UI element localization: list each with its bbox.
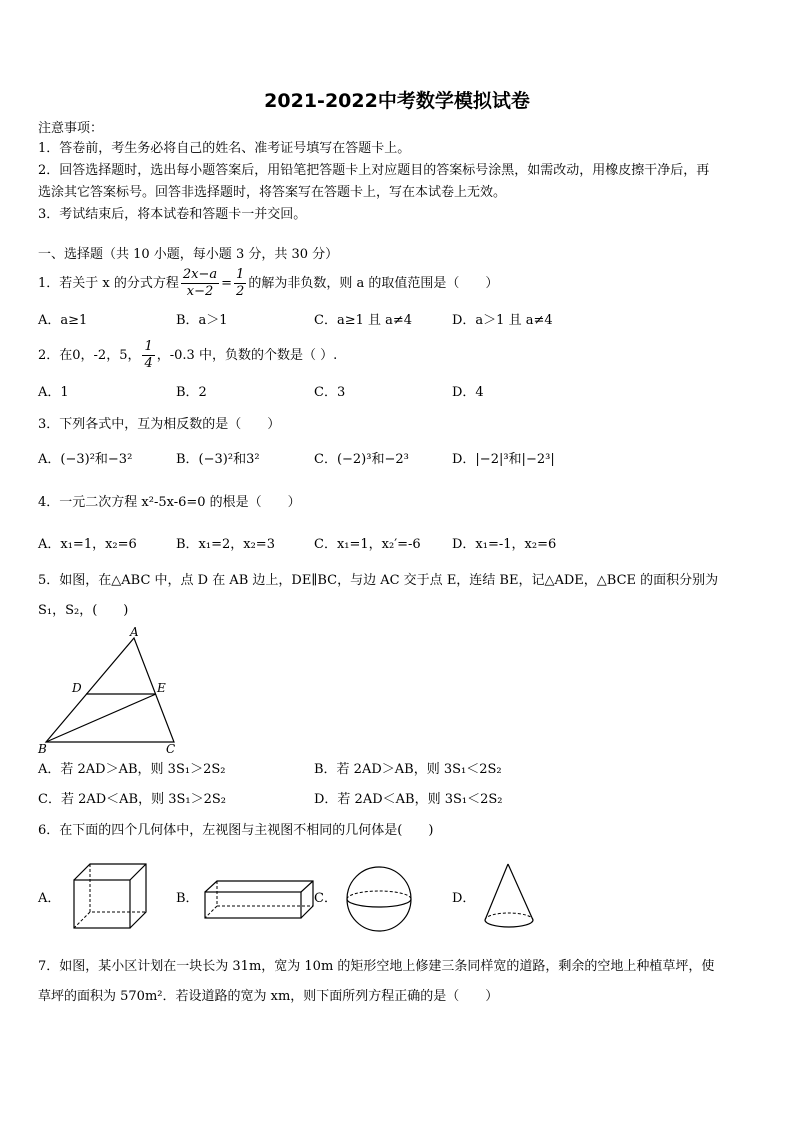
notice-item: 3．考试结束后，将本试卷和答题卡一并交回。 — [38, 207, 307, 222]
q1-fraction-left: $\frac{2x-a}{x-2}$ — [182, 267, 218, 299]
option-c: C．a≥1 且 a≠4 — [314, 313, 413, 328]
option-a: A．若 2AD＞AB，则 3S₁＞2S₂ — [38, 762, 226, 777]
option-c: C．x₁=1，x₂′=-6 — [314, 537, 421, 552]
label-b: B — [38, 742, 47, 754]
cube-front — [74, 880, 130, 928]
label-d: D — [72, 681, 82, 695]
segment-be — [46, 694, 156, 742]
cone-base-front — [485, 920, 533, 927]
question-5-cont: S₁，S₂，( ) — [38, 603, 129, 618]
option-a: A．(−3)²和−3² — [38, 452, 133, 467]
cuboid-hidden-edge — [205, 906, 217, 918]
notice-item: 2．回答选择题时，选出每小题答案后，用铅笔把答题卡上对应题目的答案标号涂黑，如需改动，用橡皮擦干净后，再 — [38, 163, 710, 178]
section-heading: 一、选择题（共 10 小题，每小题 3 分，共 30 分） — [38, 247, 339, 262]
cuboid-front — [205, 892, 301, 918]
question-4: 4．一元二次方程 x²-5x-6=0 的根是（ ） — [38, 495, 301, 510]
option-c: C．3 — [314, 385, 346, 400]
option-b: B．2 — [176, 385, 207, 400]
triangle-figure — [34, 624, 194, 754]
q2-fraction: $\frac{1}{4}$ — [144, 339, 153, 371]
option-b: B．(−3)²和3² — [176, 452, 260, 467]
option-c: C．若 2AD＜AB，则 3S₁＞2S₂ — [38, 792, 227, 807]
option-d: D．a＞1 且 a≠4 — [452, 313, 553, 328]
option-d: D．x₁=-1，x₂=6 — [452, 537, 557, 552]
cube-back — [74, 864, 146, 928]
triangle-abc — [46, 638, 174, 742]
option-a: A．1 — [38, 385, 69, 400]
cuboid-back — [205, 881, 313, 918]
option-d: D．4 — [452, 385, 484, 400]
question-1 — [38, 266, 498, 302]
q1-stem-post: 的解为非负数，则 a 的取值范围是（ ） — [248, 276, 499, 291]
page-title: 2021-2022中考数学模拟试卷 — [264, 90, 530, 112]
notice-item: 选涂其它答案标号。回答非选择题时，将答案写在答题卡上，写在本试卷上无效。 — [38, 185, 507, 200]
question-6: 6．在下面的四个几何体中，左视图与主视图不相同的几何体是( ) — [38, 823, 434, 838]
cone-figure — [482, 862, 538, 932]
cube-hidden-edge — [74, 912, 90, 928]
cuboid-figure — [202, 878, 318, 922]
cone-side-right — [508, 864, 533, 920]
q2-stem-pre: 2．在0，-2，5， — [38, 348, 141, 363]
question-2 — [38, 338, 337, 374]
option-c: C．(−2)³和−2³ — [314, 452, 409, 467]
sphere-outline — [347, 867, 411, 931]
question-3: 3．下列各式中，互为相反数的是（ ） — [38, 417, 281, 432]
sphere-figure — [344, 864, 414, 934]
option-b: B． — [176, 891, 199, 906]
notice-item: 1．答卷前，考生务必将自己的姓名、准考证号填写在答题卡上。 — [38, 141, 411, 156]
option-b: B．x₁=2，x₂=3 — [176, 537, 275, 552]
cube-figure — [70, 860, 150, 932]
q2-stem-post: ，-0.3 中，负数的个数是（ ）. — [156, 348, 338, 363]
option-c: C． — [314, 891, 337, 906]
option-a: A． — [38, 891, 61, 906]
cuboid-edge — [301, 881, 313, 892]
cuboid-hidden-edges — [217, 881, 313, 906]
q1-stem-pre: 1．若关于 x 的分式方程 — [38, 276, 179, 291]
sphere-equator-back — [347, 891, 411, 899]
question-5: 5．如图，在△ABC 中，点 D 在 AB 边上，DE∥BC，与边 AC 交于点 E，连结 BE，记△ADE，△BCE 的面积分别为 — [38, 573, 719, 588]
equals-sign: = — [221, 276, 233, 291]
sphere-equator-front — [347, 899, 411, 907]
label-a: A — [130, 625, 139, 639]
notice-heading: 注意事项： — [38, 121, 104, 136]
cube-hidden-edges — [90, 864, 146, 912]
question-7: 7．如图，某小区计划在一块长为 31m，宽为 10m 的矩形空地上修建三条同样宽的道路，剩余的空地上种植草坪，使 — [38, 959, 715, 974]
q1-fraction-right: $\frac{1}{2}$ — [236, 267, 245, 299]
cube-edge — [130, 864, 146, 880]
option-b: B．a＞1 — [176, 313, 228, 328]
option-a: A．a≥1 — [38, 313, 88, 328]
question-7-cont: 草坪的面积为 570m²．若设道路的宽为 xm，则下面所列方程正确的是（ ） — [38, 989, 499, 1004]
option-b: B．若 2AD＞AB，则 3S₁＜2S₂ — [314, 762, 502, 777]
option-d: D．若 2AD＜AB，则 3S₁＜2S₂ — [314, 792, 503, 807]
option-d: D．|−2|³和|−2³| — [452, 452, 555, 467]
cone-side-left — [485, 864, 508, 920]
label-c: C — [166, 742, 176, 754]
option-d: D． — [452, 891, 476, 906]
option-a: A．x₁=1，x₂=6 — [38, 537, 137, 552]
cone-base-back — [485, 913, 533, 920]
label-e: E — [157, 681, 166, 695]
